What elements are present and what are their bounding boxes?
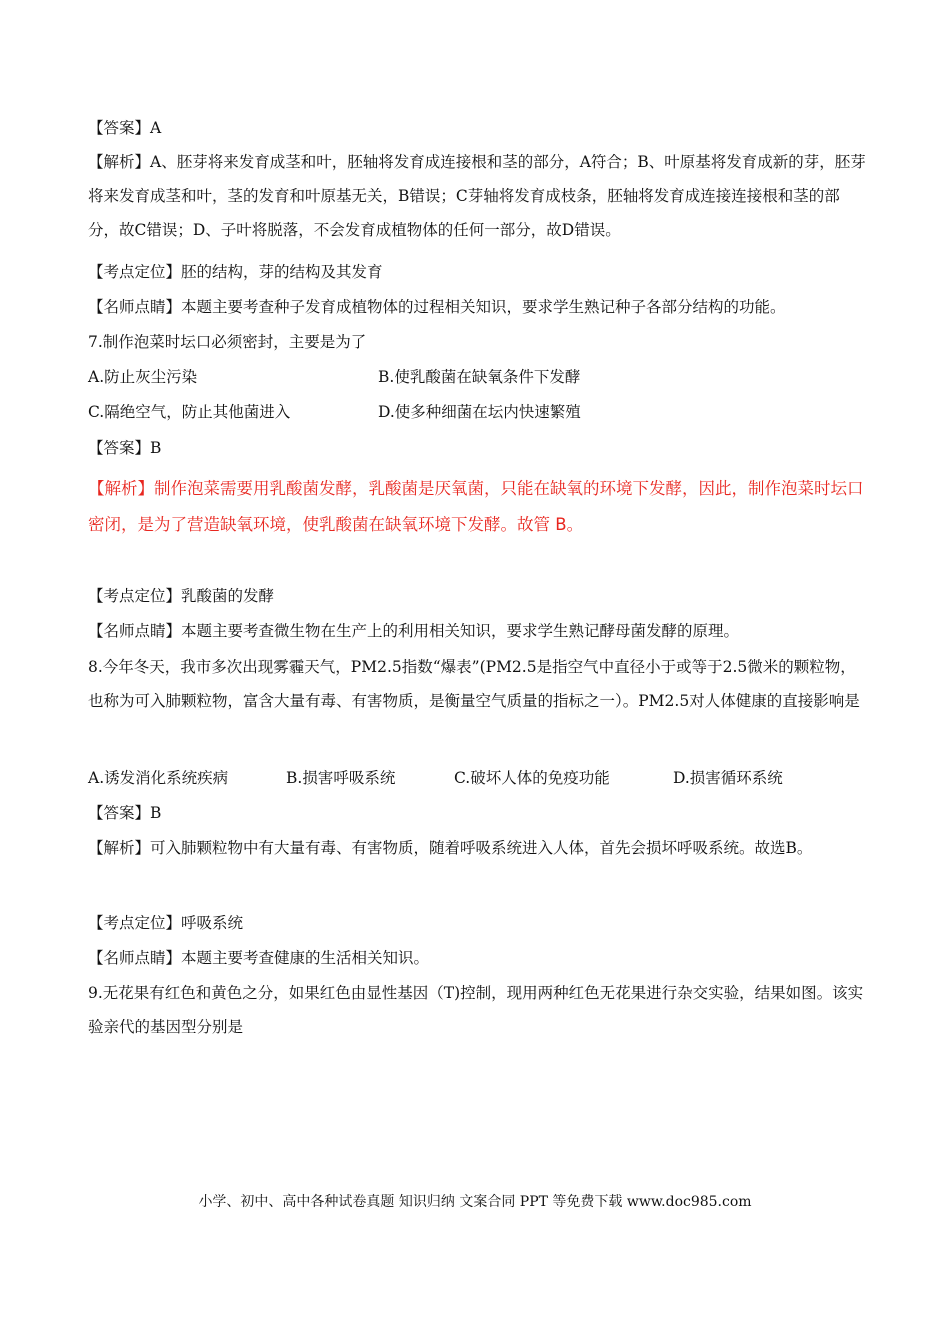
- q8-tip: 【名师点睛】本题主要考查健康的生活相关知识。: [88, 949, 430, 967]
- q7-option-row-1: [88, 367, 581, 387]
- q6-tip: 【名师点睛】本题主要考查种子发育成植物体的过程相关知识，要求学生熟记种子各部分结构的功能。: [88, 298, 786, 316]
- q7-point: 【考点定位】乳酸菌的发酵: [88, 587, 275, 605]
- q6-answer: 【答案】A: [88, 119, 162, 137]
- q7-option-row-2: [88, 402, 581, 422]
- page-footer: 小学、初中、高中各种试卷真题 知识归纳 文案合同 PPT 等免费下载 www.doc985.com: [198, 1194, 752, 1210]
- q6-analysis: 【解析】A、胚芽将来发育成茎和叶，胚轴将发育成连接根和茎的部分，A符合；B、叶原基将发育成新的芽，胚芽将来发育成茎和叶，茎的发育和叶原基无关，B错误；C芽轴将发育成枝条，胚轴将发育成连接连接根和茎的部分，故C错误；D、子叶将脱落，不会发育成植物体的任何一部分，故D错误。: [88, 153, 866, 239]
- q8-answer: 【答案】B: [88, 804, 162, 822]
- q7-option-b: B.使乳酸菌在缺氧条件下发酵: [378, 368, 581, 386]
- q7-tip: 【名师点睛】本题主要考查微生物在生产上的利用相关知识，要求学生熟记酵母菌发酵的原理。: [88, 622, 740, 640]
- q8-option-b: B.损害呼吸系统: [286, 769, 396, 787]
- q9-stem: 9.无花果有红色和黄色之分，如果红色由显性基因（T)控制，现用两种红色无花果进行杂交实验，结果如图。该实验亲代的基因型分别是: [88, 984, 864, 1036]
- q6-point: 【考点定位】胚的结构，芽的结构及其发育: [88, 263, 383, 281]
- q7-option-a: A.防止灰尘污染: [88, 368, 198, 386]
- q8-point: 【考点定位】呼吸系统: [88, 914, 244, 932]
- q7-analysis: 【解析】制作泡菜需要用乳酸菌发酵，乳酸菌是厌氧菌，只能在缺氧的环境下发酵，因此，制作泡菜时坛口密闭，是为了营造缺氧环境，使乳酸菌在缺氧环境下发酵。故管 B。: [88, 479, 864, 534]
- q8-option-c: C.破坏人体的免疫功能: [454, 769, 610, 787]
- q8-option-d: D.损害循环系统: [673, 769, 783, 787]
- q7-answer: 【答案】B: [88, 439, 162, 457]
- q7-option-d: D.使多种细菌在坛内快速繁殖: [378, 403, 581, 421]
- q8-option-a: A.诱发消化系统疾病: [88, 769, 229, 787]
- q8-analysis: 【解析】可入肺颗粒物中有大量有毒、有害物质，随着呼吸系统进入人体，首先会损坏呼吸系统。故选B。: [88, 839, 813, 857]
- q7-option-c: C.隔绝空气，防止其他菌进入: [88, 403, 291, 421]
- q8-stem: 8.今年冬天，我市多次出现雾霾天气，PM2.5指数“爆表”(PM2.5是指空气中直径小于或等于2.5微米的颗粒物，也称为可入肺颗粒物，富含大量有毒、有害物质，是衡量空气质量的指标之一）。PM2.5对人体健康的直接影响是: [88, 658, 860, 710]
- q7-stem: 7.制作泡菜时坛口必须密封，主要是为了: [88, 333, 367, 351]
